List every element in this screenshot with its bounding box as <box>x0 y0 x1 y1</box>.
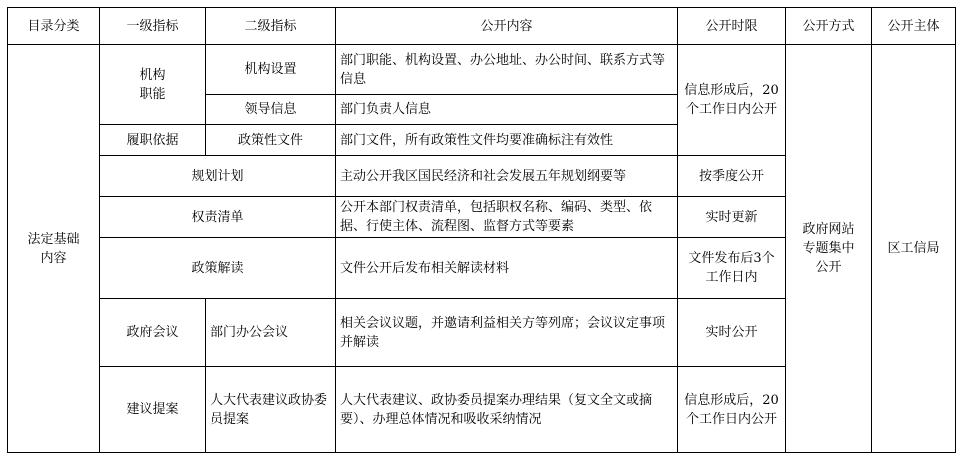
content-cell: 人大代表建议、政协委员提案办理结果（复文全文或摘要）、办理总体情况和吸收采纳情况 <box>336 367 678 453</box>
content-cell: 相关会议议题，并邀请利益相关方等列席；会议议定事项并解读 <box>336 299 678 367</box>
time-limit-cell: 信息形成后，20个工作日内公开 <box>678 367 786 453</box>
time-limit-cell: 按季度公开 <box>678 156 786 197</box>
level2-cell: 部门办公会议 <box>206 299 336 367</box>
time-limit-cell: 实时更新 <box>678 197 786 238</box>
header-level1: 一级指标 <box>100 8 206 45</box>
disclosure-table <box>7 7 956 453</box>
level2-cell: 人大代表建议政协委员提案 <box>206 367 336 453</box>
level1-cell: 权责清单 <box>100 197 336 238</box>
method-cell: 政府网站 专题集中 公开 <box>786 45 872 453</box>
content-cell: 公开本部门权责清单，包括职权名称、编码、类型、依据、行使主体、流程图、监督方式等要素 <box>336 197 678 238</box>
level1-cell: 政策解读 <box>100 238 336 299</box>
header-level2: 二级指标 <box>206 8 336 45</box>
time-limit-cell: 文件发布后3个工作日内 <box>678 238 786 299</box>
level1-cell: 规划计划 <box>100 156 336 197</box>
content-cell: 主动公开我区国民经济和社会发展五年规划纲要等 <box>336 156 678 197</box>
level1-cell: 建议提案 <box>100 367 206 453</box>
header-time-limit: 公开时限 <box>678 8 786 45</box>
level1-cell: 机构 职能 <box>100 45 206 125</box>
subject-cell: 区工信局 <box>872 45 956 453</box>
header-subject: 公开主体 <box>872 8 956 45</box>
content-cell: 部门负责人信息 <box>336 95 678 125</box>
header-row <box>8 8 956 45</box>
level2-cell: 领导信息 <box>206 95 336 125</box>
content-cell: 部门文件，所有政策性文件均要准确标注有效性 <box>336 125 678 156</box>
header-content: 公开内容 <box>336 8 678 45</box>
time-limit-cell: 实时公开 <box>678 299 786 367</box>
header-category: 目录分类 <box>8 8 100 45</box>
table-row <box>8 45 956 95</box>
level2-cell: 机构设置 <box>206 45 336 95</box>
category-cell: 法定基础 内容 <box>8 45 100 453</box>
level1-cell: 履职依据 <box>100 125 206 156</box>
content-cell: 文件公开后发布相关解读材料 <box>336 238 678 299</box>
level1-cell: 政府会议 <box>100 299 206 367</box>
time-limit-cell: 信息形成后，20个工作日内公开 <box>678 45 786 156</box>
content-cell: 部门职能、机构设置、办公地址、办公时间、联系方式等信息 <box>336 45 678 95</box>
level2-cell: 政策性文件 <box>206 125 336 156</box>
header-method: 公开方式 <box>786 8 872 45</box>
